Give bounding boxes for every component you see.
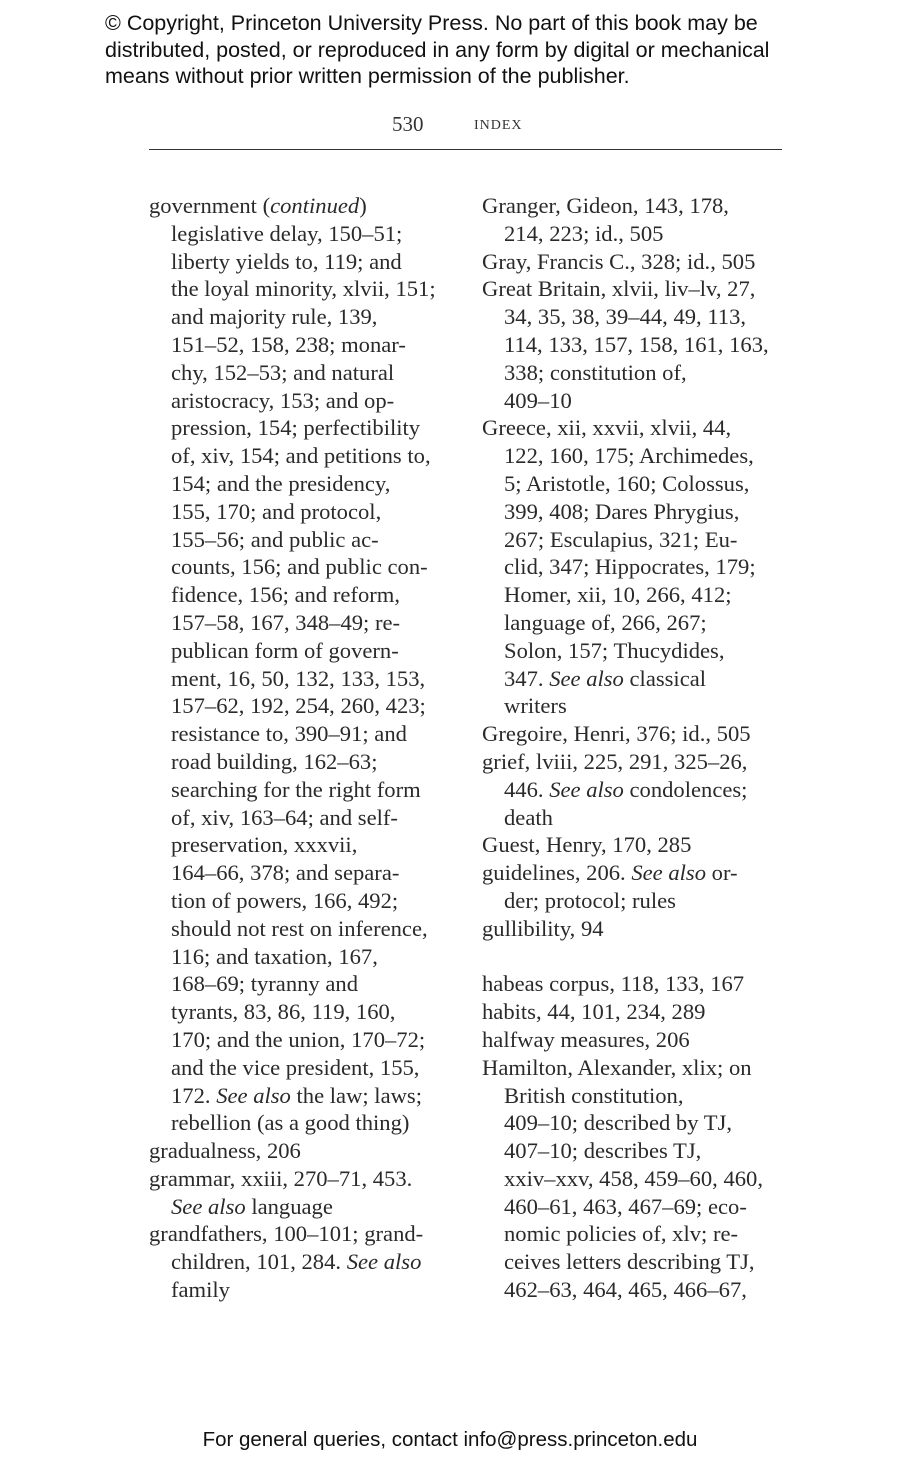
entry-text: of, xiv, 154; and petitions to, xyxy=(171,443,431,469)
entry-text: 347. xyxy=(504,665,550,691)
index-subentry-line xyxy=(149,887,436,915)
entry-text: language xyxy=(245,1193,333,1219)
entry-text: fidence, 156; and reform, xyxy=(171,582,400,608)
copyright-line: distributed, posted, or reproduced in any form by digital or mechanical xyxy=(105,37,770,62)
entry-text: xxiv–xxv, 458, 459–60, 460, xyxy=(504,1165,763,1191)
entry-text: 116; and taxation, 167, xyxy=(171,943,378,969)
index-subentry-line xyxy=(149,609,436,637)
entry-text: Hamilton, Alexander, xlix; on xyxy=(482,1054,752,1080)
entry-text: classical xyxy=(623,665,707,691)
index-subentry-line xyxy=(482,1276,769,1304)
entry-text: gradualness, 206 xyxy=(149,1138,301,1164)
index-column-right xyxy=(482,192,769,1304)
index-subentry-line xyxy=(482,359,769,387)
index-subentry-line xyxy=(149,804,436,832)
entry-text: 338; constitution of, xyxy=(504,359,687,385)
entry-text: death xyxy=(504,804,553,830)
entry-text: 460–61, 463, 467–69; eco- xyxy=(504,1193,747,1219)
index-subentry-line xyxy=(149,998,436,1026)
index-subentry-line xyxy=(149,970,436,998)
entry-text: habits, 44, 101, 234, 289 xyxy=(482,999,706,1025)
cross-reference-label: See also xyxy=(631,860,707,886)
index-subentry-line xyxy=(482,692,769,720)
entry-text: resistance to, 390–91; and xyxy=(171,721,407,747)
cross-reference-label: See also xyxy=(549,665,624,691)
index-subentry-line xyxy=(149,303,436,331)
index-subentry-line xyxy=(149,1193,436,1221)
entry-text: preservation, xxxvii, xyxy=(171,832,358,858)
index-subentry-line xyxy=(149,248,436,276)
index-subentry-line xyxy=(482,776,769,804)
entry-text: liberty yields to, 119; and xyxy=(171,248,402,274)
footer-contact: For general queries, contact info@press.princeton.edu xyxy=(202,1428,698,1451)
cross-reference-label: See also xyxy=(549,776,624,802)
entry-text: 154; and the presidency, xyxy=(171,470,391,496)
entry-text: 409–10; described by TJ, xyxy=(504,1110,733,1136)
entry-text: ceives letters describing TJ, xyxy=(504,1249,755,1275)
index-entry-line xyxy=(482,859,769,887)
index-subentry-line xyxy=(149,359,436,387)
index-entry-line xyxy=(149,1165,436,1193)
cross-reference-label: continued xyxy=(270,193,360,218)
index-entry-line xyxy=(482,1054,769,1082)
cross-reference-label: See also xyxy=(346,1249,422,1275)
entry-text: 399, 408; Dares Phrygius, xyxy=(504,498,740,524)
entry-text: 114, 133, 157, 158, 161, 163, xyxy=(504,331,769,357)
entry-text: 34, 35, 38, 39–44, 49, 113, xyxy=(504,304,747,330)
cross-reference-label: See also xyxy=(216,1082,291,1108)
index-subentry-line xyxy=(482,1165,769,1193)
index-entry-line xyxy=(482,998,769,1026)
entry-text: pression, 154; perfectibility xyxy=(171,415,421,441)
index-subentry-line xyxy=(149,1248,436,1276)
entry-text: der; protocol; rules xyxy=(504,887,676,913)
entry-text: Granger, Gideon, 143, 178, xyxy=(482,193,729,218)
index-subentry-line xyxy=(149,692,436,720)
copyright-line: means without prior written permission of the publisher. xyxy=(105,64,630,88)
entry-text: rebellion (as a good thing) xyxy=(171,1110,410,1136)
index-subentry-line xyxy=(482,804,769,832)
entry-text: tyrants, 83, 86, 119, 160, xyxy=(171,999,396,1025)
copyright-notice xyxy=(105,10,769,90)
index-subentry-line xyxy=(482,1248,769,1276)
index-subentry-line xyxy=(482,442,769,470)
entry-text: legislative delay, 150–51; xyxy=(171,220,403,246)
index-entry-line xyxy=(482,831,769,859)
index-entry-line xyxy=(482,1026,769,1054)
entry-text: 446. xyxy=(504,776,550,802)
index-subentry-line xyxy=(149,637,436,665)
entry-text: and majority rule, 139, xyxy=(171,304,378,330)
index-subentry-line xyxy=(482,1082,769,1110)
entry-text: 214, 223; id., 505 xyxy=(504,220,664,246)
entry-text: the loyal minority, xlvii, 151; xyxy=(171,276,436,302)
entry-text: 267; Esculapius, 321; Eu- xyxy=(504,526,738,552)
index-subentry-line xyxy=(482,553,769,581)
index-subentry-line xyxy=(482,303,769,331)
index-subentry-line xyxy=(149,442,436,470)
index-subentry-line xyxy=(149,748,436,776)
index-subentry-line xyxy=(482,498,769,526)
index-entry-line xyxy=(482,192,769,220)
entry-text: government ( xyxy=(149,193,271,218)
index-entry-line xyxy=(482,720,769,748)
entry-text: Gray, Francis C., 328; id., 505 xyxy=(482,248,756,274)
index-subentry-line xyxy=(149,526,436,554)
index-entry-line xyxy=(149,192,436,220)
page-number: 530 xyxy=(392,112,424,136)
entry-text: clid, 347; Hippocrates, 179; xyxy=(504,554,756,580)
entry-text: publican form of govern- xyxy=(171,637,399,663)
entry-text: of, xiv, 163–64; and self- xyxy=(171,804,398,830)
header-rule xyxy=(149,149,782,150)
cross-reference-label: See also xyxy=(171,1193,246,1219)
index-subentry-line xyxy=(482,1137,769,1165)
entry-text: family xyxy=(171,1277,230,1303)
index-subentry-line xyxy=(482,470,769,498)
entry-text: and the vice president, 155, xyxy=(171,1054,420,1080)
index-subentry-line xyxy=(149,943,436,971)
entry-text: children, 101, 284. xyxy=(171,1249,347,1275)
index-subentry-line xyxy=(149,331,436,359)
index-entry-line xyxy=(482,414,769,442)
index-subentry-line xyxy=(149,275,436,303)
index-entry-line xyxy=(482,943,769,971)
index-subentry-line xyxy=(149,1109,436,1137)
entry-text: 155, 170; and protocol, xyxy=(171,498,382,524)
entry-text: should not rest on inference, xyxy=(171,915,428,941)
entry-text: 462–63, 464, 465, 466–67, xyxy=(504,1277,747,1303)
index-subentry-line xyxy=(482,1193,769,1221)
index-entry-line xyxy=(482,970,769,998)
entry-text: or- xyxy=(706,860,738,886)
entry-text: aristocracy, 153; and op- xyxy=(171,387,395,413)
index-subentry-line xyxy=(482,1109,769,1137)
index-subentry-line xyxy=(482,609,769,637)
entry-text: Gregoire, Henri, 376; id., 505 xyxy=(482,721,751,747)
entry-text: 168–69; tyranny and xyxy=(171,971,358,997)
entry-text: condolences; xyxy=(623,776,748,802)
index-subentry-line xyxy=(482,1220,769,1248)
index-entry-line xyxy=(482,275,769,303)
index-subentry-line xyxy=(482,887,769,915)
entry-text: Guest, Henry, 170, 285 xyxy=(482,832,692,858)
index-subentry-line xyxy=(482,387,769,415)
entry-text: British constitution, xyxy=(504,1082,684,1108)
index-subentry-line xyxy=(482,526,769,554)
entry-text: chy, 152–53; and natural xyxy=(171,359,395,385)
index-subentry-line xyxy=(149,387,436,415)
entry-text: Solon, 157; Thucydides, xyxy=(504,637,725,663)
index-subentry-line xyxy=(149,665,436,693)
index-subentry-line xyxy=(149,915,436,943)
index-entry-line xyxy=(149,1220,436,1248)
entry-text: 409–10 xyxy=(504,387,572,413)
index-subentry-line xyxy=(149,859,436,887)
index-subentry-line xyxy=(482,637,769,665)
entry-text: 157–62, 192, 254, 260, 423; xyxy=(171,693,426,719)
entry-text: 5; Aristotle, 160; Colossus, xyxy=(504,470,750,496)
entry-text: halfway measures, 206 xyxy=(482,1026,690,1052)
entry-text: grief, lviii, 225, 291, 325–26, xyxy=(482,748,748,774)
index-subentry-line xyxy=(149,553,436,581)
entry-text: 170; and the union, 170–72; xyxy=(171,1026,426,1052)
entry-text: Great Britain, xlvii, liv–lv, 27, xyxy=(482,276,756,302)
entry-text: Homer, xii, 10, 266, 412; xyxy=(504,582,732,608)
entry-text: gullibility, 94 xyxy=(482,915,604,941)
entry-text: 407–10; describes TJ, xyxy=(504,1138,702,1164)
entry-text: language of, 266, 267; xyxy=(504,609,707,635)
index-subentry-line xyxy=(482,220,769,248)
entry-text: ment, 16, 50, 132, 133, 153, xyxy=(171,665,426,691)
entry-text: 151–52, 158, 238; monar- xyxy=(171,331,406,357)
index-subentry-line xyxy=(482,331,769,359)
section-title: index xyxy=(474,112,523,134)
index-subentry-line xyxy=(149,498,436,526)
index-subentry-line xyxy=(149,720,436,748)
index-subentry-line xyxy=(149,776,436,804)
entry-text: tion of powers, 166, 492; xyxy=(171,887,399,913)
index-subentry-line xyxy=(149,414,436,442)
copyright-line: © Copyright, Princeton University Press. No part of this book may be xyxy=(105,11,758,35)
entry-text: 164–66, 378; and separa- xyxy=(171,860,400,886)
index-subentry-line xyxy=(149,831,436,859)
index-entry-line xyxy=(482,915,769,943)
entry-text: 172. xyxy=(171,1082,217,1108)
entry-text: grammar, xxiii, 270–71, 453. xyxy=(149,1165,413,1191)
entry-text: grandfathers, 100–101; grand- xyxy=(149,1221,424,1247)
index-entry-line xyxy=(149,1137,436,1165)
index-entry-line xyxy=(482,748,769,776)
index-subentry-line xyxy=(149,470,436,498)
index-subentry-line xyxy=(149,1026,436,1054)
index-subentry-line xyxy=(149,1276,436,1304)
index-subentry-line xyxy=(149,1082,436,1110)
index-subentry-line xyxy=(482,581,769,609)
entry-text: habeas corpus, 118, 133, 167 xyxy=(482,971,745,997)
entry-text: guidelines, 206. xyxy=(482,860,632,886)
entry-text: 157–58, 167, 348–49; re- xyxy=(171,609,401,635)
index-entry-line xyxy=(482,248,769,276)
entry-text: searching for the right form xyxy=(171,776,421,802)
index-subentry-line xyxy=(482,665,769,693)
entry-text: counts, 156; and public con- xyxy=(171,554,428,580)
entry-text: writers xyxy=(504,693,567,719)
index-subentry-line xyxy=(149,1054,436,1082)
entry-text: nomic policies of, xlv; re- xyxy=(504,1221,739,1247)
entry-text: 155–56; and public ac- xyxy=(171,526,379,552)
entry-text: the law; laws; xyxy=(290,1082,422,1108)
index-column-left xyxy=(149,192,436,1304)
index-subentry-line xyxy=(149,581,436,609)
entry-text: road building, 162–63; xyxy=(171,748,378,774)
entry-text: 122, 160, 175; Archimedes, xyxy=(504,443,754,469)
entry-text: ) xyxy=(359,193,367,218)
entry-text: Greece, xii, xxvii, xlvii, 44, xyxy=(482,415,732,441)
index-subentry-line xyxy=(149,220,436,248)
